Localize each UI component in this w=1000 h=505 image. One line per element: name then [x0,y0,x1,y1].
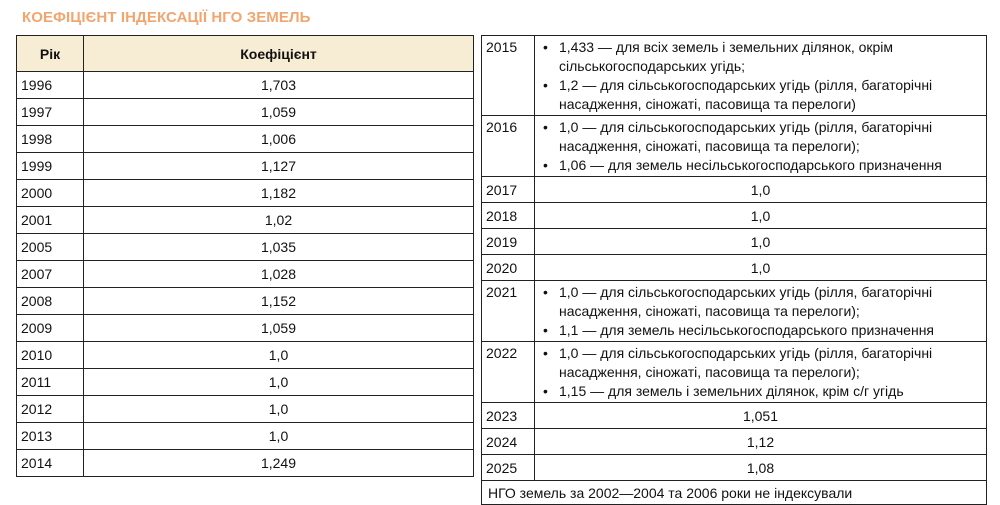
coefficient-list-item: • 1,0 — для сільськогосподарських угідь (рілля, багаторічні насадження, сіножаті, пасовища та перелоги); [539,118,982,156]
year-cell: 2012 [17,396,84,423]
header-coefficient: Коефіцієнт [84,36,474,72]
coefficient-list [539,38,982,114]
table-row [17,315,474,342]
table-row [17,288,474,315]
table-row [17,342,474,369]
year-cell: 1997 [17,99,84,126]
coefficient-cell: 1,08 [535,455,987,481]
year-cell: 2023 [482,403,535,429]
coefficient-cell: 1,0 [535,229,987,255]
table-row [482,455,987,481]
year-cell: 2016 [482,116,535,177]
coefficient-cell [535,281,987,342]
right-table-body [482,36,987,505]
coefficient-list-item: • 1,0 — для сільськогосподарських угідь (рілля, багаторічні насадження, сіножаті, пасовища та перелоги); [539,344,982,382]
table-row [17,261,474,288]
table-row [17,423,474,450]
year-cell: 2024 [482,429,535,455]
table-header-row [17,36,474,72]
table-row [482,36,987,116]
coefficient-cell: 1,249 [84,450,474,477]
year-cell: 2001 [17,207,84,234]
page-title: КОЕФІЦІЄНТ ІНДЕКСАЦІЇ НГО ЗЕМЕЛЬ [22,9,311,26]
table-row [17,450,474,477]
table-row [482,255,987,281]
coefficient-cell: 1,0 [535,255,987,281]
year-cell: 2018 [482,203,535,229]
coefficient-list-item: • 1,433 — для всіх земель і земельних ділянок, окрім сільськогосподарських угідь; [539,38,982,76]
coefficient-cell: 1,051 [535,403,987,429]
table-row [482,403,987,429]
coefficient-cell: 1,182 [84,180,474,207]
table-row [482,203,987,229]
indexation-table-right [481,35,987,505]
coefficient-list [539,118,982,175]
coefficient-list-item: • 1,15 — для земель і земельних ділянок, крім с/г угідь [539,382,982,401]
coefficient-list [539,344,982,401]
year-cell: 1998 [17,126,84,153]
coefficient-list-item: • 1,06 — для земель несільськогосподарського призначення [539,156,982,175]
table-row [482,342,987,403]
coefficient-cell: 1,02 [84,207,474,234]
coefficient-list-item: • 1,2 — для сільськогосподарських угідь (рілля, багаторічні насадження, сіножаті, пасовища та перелоги) [539,76,982,114]
coefficient-cell [535,36,987,116]
year-cell: 2022 [482,342,535,403]
coefficient-cell: 1,0 [84,342,474,369]
coefficient-cell: 1,703 [84,72,474,99]
year-cell: 2005 [17,234,84,261]
coefficient-cell: 1,0 [84,423,474,450]
table-row [482,177,987,203]
coefficient-cell: 1,006 [84,126,474,153]
year-cell: 2011 [17,369,84,396]
coefficient-cell: 1,059 [84,99,474,126]
coefficient-cell: 1,0 [535,177,987,203]
indexation-table-left [16,35,474,477]
coefficient-cell: 1,028 [84,261,474,288]
table-row [482,281,987,342]
footnote: НГО земель за 2002—2004 та 2006 роки не індексували [482,481,987,505]
year-cell: 2010 [17,342,84,369]
coefficient-cell: 1,0 [84,396,474,423]
coefficient-list [539,283,982,340]
table-row [482,229,987,255]
year-cell: 2014 [17,450,84,477]
header-year: Рік [17,36,84,72]
table-row [482,116,987,177]
year-cell: 2015 [482,36,535,116]
table-row [17,207,474,234]
coefficient-list-item: • 1,1 — для земель несільськогосподарського призначення [539,321,982,340]
table-row [17,369,474,396]
table-row [17,126,474,153]
table-row [17,72,474,99]
coefficient-cell: 1,0 [84,369,474,396]
left-table-body [17,72,474,477]
coefficient-cell: 1,127 [84,153,474,180]
note-row [482,481,987,505]
coefficient-cell: 1,12 [535,429,987,455]
year-cell: 2008 [17,288,84,315]
table-row [17,180,474,207]
year-cell: 2025 [482,455,535,481]
year-cell: 2013 [17,423,84,450]
table-row [17,396,474,423]
year-cell: 2007 [17,261,84,288]
year-cell: 2019 [482,229,535,255]
year-cell: 1999 [17,153,84,180]
year-cell: 2021 [482,281,535,342]
table-row [482,429,987,455]
coefficient-cell: 1,152 [84,288,474,315]
year-cell: 2000 [17,180,84,207]
coefficient-cell: 1,035 [84,234,474,261]
year-cell: 2020 [482,255,535,281]
year-cell: 2017 [482,177,535,203]
coefficient-cell [535,342,987,403]
coefficient-cell [535,116,987,177]
coefficient-list-item: • 1,0 — для сільськогосподарських угідь (рілля, багаторічні насадження, сіножаті, пасовища та перелоги); [539,283,982,321]
table-row [17,234,474,261]
year-cell: 1996 [17,72,84,99]
coefficient-cell: 1,0 [535,203,987,229]
table-row [17,99,474,126]
coefficient-cell: 1,059 [84,315,474,342]
year-cell: 2009 [17,315,84,342]
table-row [17,153,474,180]
